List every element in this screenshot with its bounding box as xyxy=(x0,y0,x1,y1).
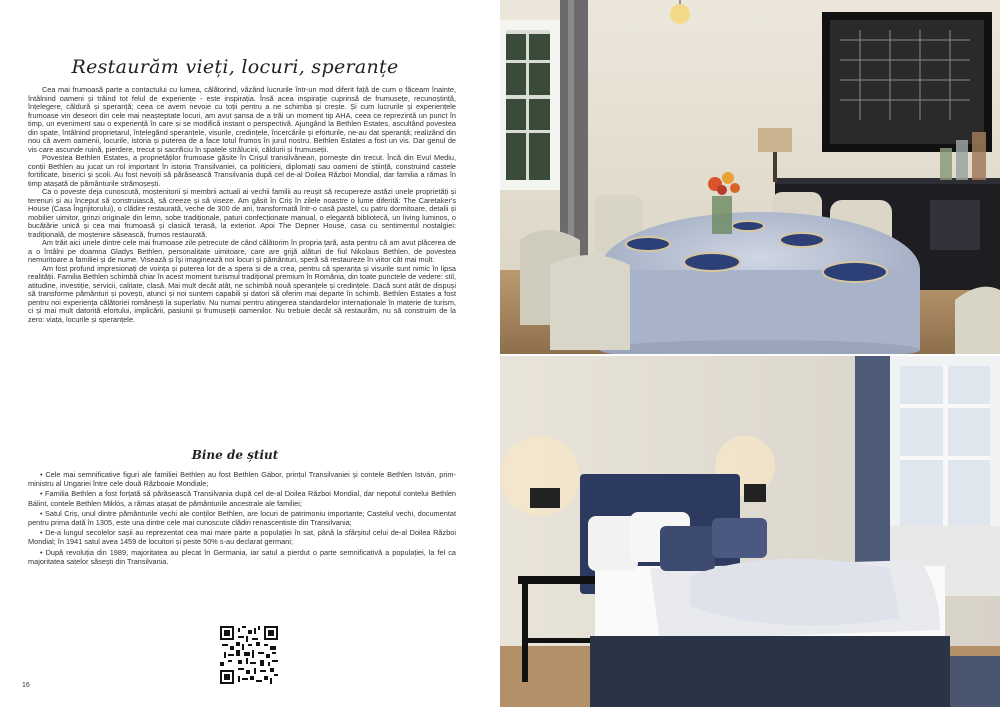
list-item: • De-a lungul secolelor sașii au reprezentat cea mai mare parte a populației în sat, până la sfârșitul celui de-al Doilea Război Mondial; în 1941 satul avea 1459 de locuitori și peste 50% s-au declarat germani; xyxy=(28,528,456,547)
article-body xyxy=(28,86,456,324)
list-item: • Satul Criș, unul dintre pământurile vechi ale conților Bethlen, are locuri de patrimoniu importante; Castelul vechi, documentat pentru prima dată în 1305, este una dintre cele mai cunoscute clădiri renascentiste din Transilvania; xyxy=(28,508,456,528)
list-item: • Cele mai semnificative figuri ale familiei Bethlen au fost Bethlen Gábor, prințul Transilvaniei și contele Bethlen István, prim-ministru al Ungariei între cele două Războaie Mondiale; xyxy=(28,470,456,489)
dining-room-illustration xyxy=(500,0,1000,354)
paragraph: Am fost profund impresionați de voința și puterea lor de a spera și de a crea, pentru că speranța și visurile sunt nimic în lipsa realității. Familia Bethlen schimbă chiar în acest moment turismul tradițional premium în România, din toate punctele de vedere: stil, atitudine, investiție, servicii, calitate, clasă. Mai mult decât atât, ne schimbă nouă speranțele și credințele. Dacă sunt atât de dispuși să transforme pământuri și povești, atunci și noi suntem capabili și datori să oferim mai departe în schimb. Bethlen Estates a fost pentru noi experiența călătoriei românești la superlativ. Nu numai pentru atingerea standardelor internaționale în materie de turism, ci și mai mult datorită efortului, implicării, pasiunii și frumuseții oamenilor. Nu trebuie decât să restaurăm, nu să construim de la zero: viața, locurile și speranțele. xyxy=(28,263,456,324)
list-item: • Familia Bethlen a fost forțată să părăsească Transilvania după cel de-al Doilea Război Mondial, dar nepotul contelui Bethlen Bálint, contele Bethlen Miklós, a rămas atașat de pământurile ancestrale ale familiei; xyxy=(28,489,456,508)
paragraph: Cea mai frumoasă parte a contactului cu lumea, călătorind, văzând lucrurile într-un mod diferit față de cum o făceam înainte, întâlnind oameni și trăind tot felul de experiențe - este inspirația. Însă acea inspirație cuprinsă de frumusețe, recunoștință, înțelegere, căldură și speranță; ceea ce avem nevoie cu toții pentru a ne schimba și crește. Și cum lucrurile și experiențele frumoase vin deseori din cele mai neașteptate locuri, am avut șansa de a trăi un moment tip AHA, ceea ce reprezintă un punct în timp, un eveniment sau o experiență în care și se modifică instant o perspectivă. Ajungând la Bethlen Estates, ascultând povestea din spate, întâlnind proprietarul, înțelegând speranțele, visurile, credințele, încercările și eforturile, ne-au dat speranță; realizând din nou că avem oamenii, locurile, istoria și puterea de a face totul frumos în jurul nostru. Bethlen Estates a fost un vis. Dar genul de vis care ascunde ruină, pierdere, trecut și sacrificiu în spatele strălucirii, căldurii și frumuseții. xyxy=(28,85,456,154)
qr-code-icon[interactable] xyxy=(220,626,278,684)
dining-room-photo xyxy=(500,0,1000,354)
paragraph: Am trăit aici unele dintre cele mai frumoase zile petrecute de când călătorim în propria țară, asta pentru că am avut plăcerea de a o întâlni pe doamna Gladys Bethlen, personalitate uimitoare, care are grijă alături de fiul Nikolaus Bethlen, de povestea nemuritoare a familiei și de nume. Visează și își imaginează noi locuri și pământuri, speră să restaureze în viitor cât mai mult. xyxy=(28,238,456,264)
article-title: Restaurăm vieți, locuri, speranțe xyxy=(71,56,399,78)
bedroom-illustration xyxy=(500,356,1000,707)
paragraph: Povestea Bethlen Estates, a proprietăților frumoase găsite în Crișul transilvănean, pornește din trecut. Încă din Evul Mediu, conții Bethlen au jucat un rol important în istoria Transilvaniei, ca politicieni, diplomați sau oameni de știință, construind castele fortificate, biserici și școli. Au fost nevoiți să părăsească Transilvania după cel de-al Doilea Război Mondial, dar familia a rămas în timp atașată de pământurile strămoșești. xyxy=(28,153,456,188)
list-item: • După revoluția din 1989, majoritatea au plecat în Germania, iar satul a pierdut o parte semnificativă a populației, la fel ca majoritatea satelor săsești din Transilvania. xyxy=(28,547,456,566)
section-subtitle: Bine de știut xyxy=(191,448,279,462)
facts-list xyxy=(28,470,456,567)
page-number: 16 xyxy=(22,682,30,689)
paragraph: Ca o poveste deja cunoscută, moștenitorii și membrii actuali ai vechii familii au reușit să recupereze astăzi unele proprietăți și terenuri și au început să construiască, să creeze și să viseze. Am găsit în Criș în zilele noastre o lume diferită: The Caretaker's House (Casa Îngrijitorului), o clădire restaurată, veche de 300 de ani, transformată într-o casă pastel, cu patru dormitoare, detalii și mobilier uimitor, grinzi originale din lemn, sobe tradiționale, paturi confecționate manual, o elegantă bibliotecă, un living luminos, o bucătărie unică și cea mai frumoasă și clasică terasă, la exterior. Apoi The Depner House, casa cu sentimentul nostalgiei: tradițională, de moștenire săsească, frumos restaurată. xyxy=(28,187,456,239)
bedroom-photo xyxy=(500,354,1000,707)
